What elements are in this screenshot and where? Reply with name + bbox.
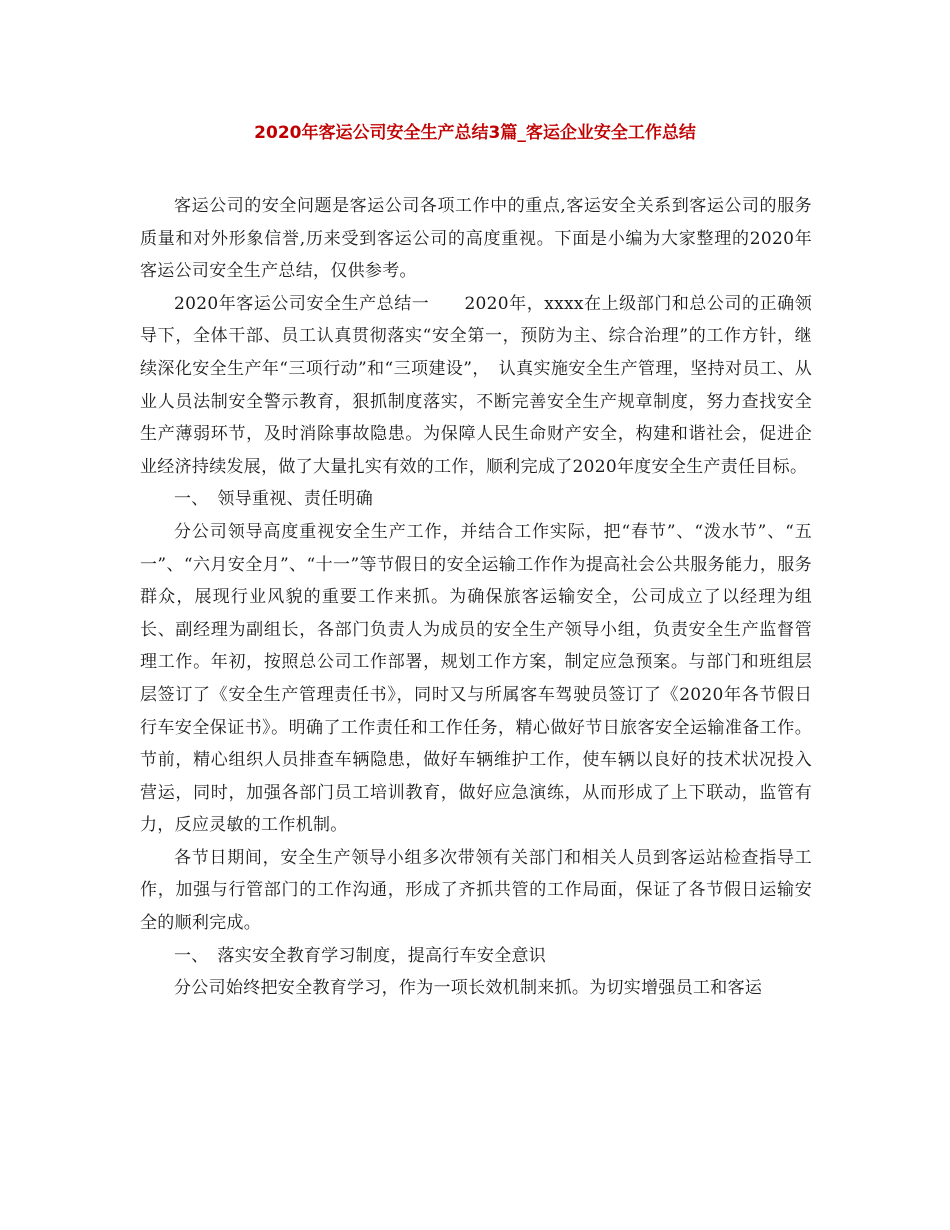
document-body [140,190,812,1005]
document-title: 2020年客运公司安全生产总结3篇_客运企业安全工作总结 [254,123,696,143]
holiday-inspection-paragraph: 各节日期间，安全生产领导小组多次带领有关部门和相关人员到客运站检查指导工作，加强与行管部门的工作沟通，形成了齐抓共管的工作局面，保证了各节假日运输安全的顺利完成。 [140,847,812,934]
intro-paragraph: 客运公司的安全问题是客运公司各项工作中的重点,客运安全关系到客运公司的服务质量和对外形象信誉,历来受到客运公司的高度重视。下面是小编为大家整理的2020年客运公司安全生产总结，仅供参考。 [140,196,812,282]
section-heading-leadership: 一、 领导重视、责任明确 [174,489,374,510]
leadership-paragraph: 分公司领导高度重视安全生产工作，并结合工作实际，把“春节”、“泼水节”、“五一”、“六月安全月”、“十一”等节假日的安全运输工作作为提高社会公共服务能力，服务群众，展现行业风貌的重要工作来抓。为确保旅客运输安全，公司成立了以经理为组长、副经理为副组长，各部门负责人为成员的安全生产领导小组，负责安全生产监督管理工作。年初，按照总公司工作部署，规划工作方案，制定应急预案。与部门和班组层层签订了《安全生产管理责任书》，同时又与所属客车驾驶员签订了《2020年各节假日行车安全保证书》。明确了工作责任和工作任务，精心做好节日旅客安全运输准备工作。节前，精心组织人员排查车辆隐患，做好车辆维护工作，使车辆以良好的技术状况投入营运，同时，加强各部门员工培训教育，做好应急演练，从而形成了上下联动，监管有力，反应灵敏的工作机制。 [140,521,812,836]
summary-one-paragraph: 2020年客运公司安全生产总结一 2020年，xxxx在上级部门和总公司的正确领导下，全体干部、员工认真贯彻落实“安全第一，预防为主、综合治理”的工作方针，继续深化安全生产年“三项行动”和“三项建设”， 认真实施安全生产管理，坚持对员工、从业人员法制安全警示教育，狠抓制度落实，不断完善安全生产规章制度，努力查找安全生产薄弱环节，及时消除事故隐患。为保障人民生命财产安全，构建和谐社会，促进企业经济持续发展，做了大量扎实有效的工作，顺利完成了2020年度安全生产责任目标。 [140,293,812,477]
section-heading-safety-education: 一、 落实安全教育学习制度，提高行车安全意识 [174,945,547,966]
safety-education-paragraph: 分公司始终把安全教育学习，作为一项长效机制来抓。为切实增强员工和客运 [174,978,763,999]
